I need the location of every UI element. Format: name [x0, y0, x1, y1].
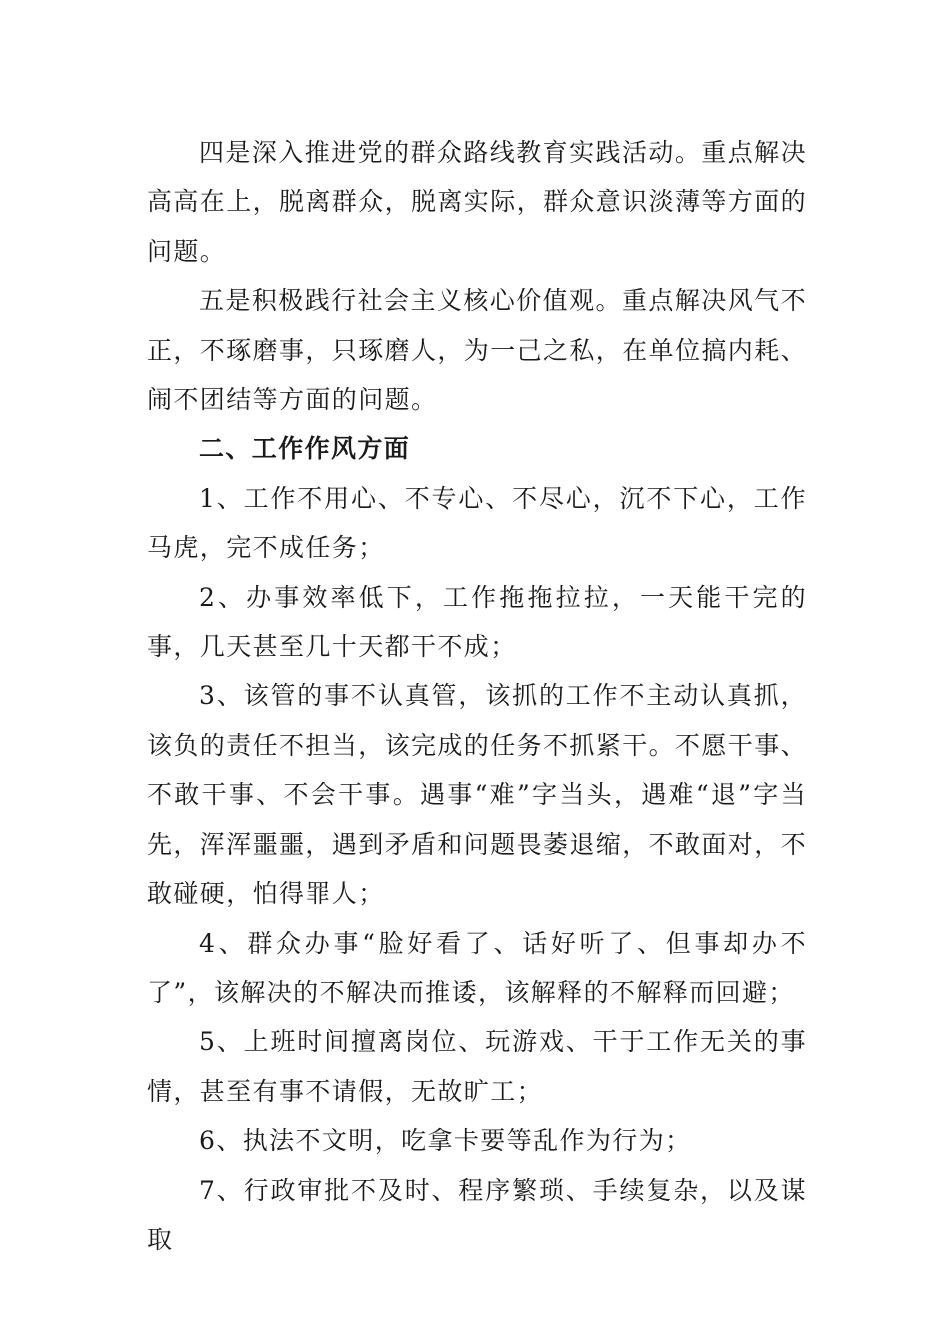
document-body [147, 128, 807, 1264]
list-item-5: 5、上班时间擅离岗位、玩游戏、干于工作无关的事情，甚至有事不请假，无故旷工； [147, 1027, 807, 1106]
list-item-4: 4、群众办事“脸好看了、话好听了、但事却办不了”，该解决的不解决而推诿，该解释的不解释而回避； [147, 928, 807, 1007]
list-item-6: 6、执法不文明，吃拿卡要等乱作为行为； [199, 1126, 692, 1156]
paragraph-item-5: 五是积极践行社会主义核心价值观。重点解决风气不正，不琢磨事，只琢磨人，为一己之私，在单位搞内耗、闹不团结等方面的问题。 [147, 286, 808, 415]
paragraph-item-4: 四是深入推进党的群众路线教育实践活动。重点解决高高在上，脱离群众，脱离实际，群众意识淡薄等方面的问题。 [147, 138, 808, 266]
list-item-2: 2、办事效率低下，工作拖拖拉拉，一天能干完的事，几天甚至几十天都干不成； [147, 582, 807, 662]
list-item-1: 1、工作不用心、不专心、不尽心，沉不下心，工作马虎，完不成任务； [147, 483, 807, 563]
section-heading: 二、工作作风方面 [199, 434, 411, 464]
list-item-3: 3、该管的事不认真管，该抓的工作不主动认真抓，该负的责任不担当，该完成的任务不抓紧干。不愿干事、不敢干事、不会干事。遇事“难”字当头，遇难“退”字当先，浑浑噩噩，遇到矛盾和问题畏萎退缩，不敢面对，不敢碰硬，怕得罪人； [147, 681, 808, 909]
list-item-7: 7、行政审批不及时、程序繁琐、手续复杂，以及谋取 [147, 1175, 807, 1254]
